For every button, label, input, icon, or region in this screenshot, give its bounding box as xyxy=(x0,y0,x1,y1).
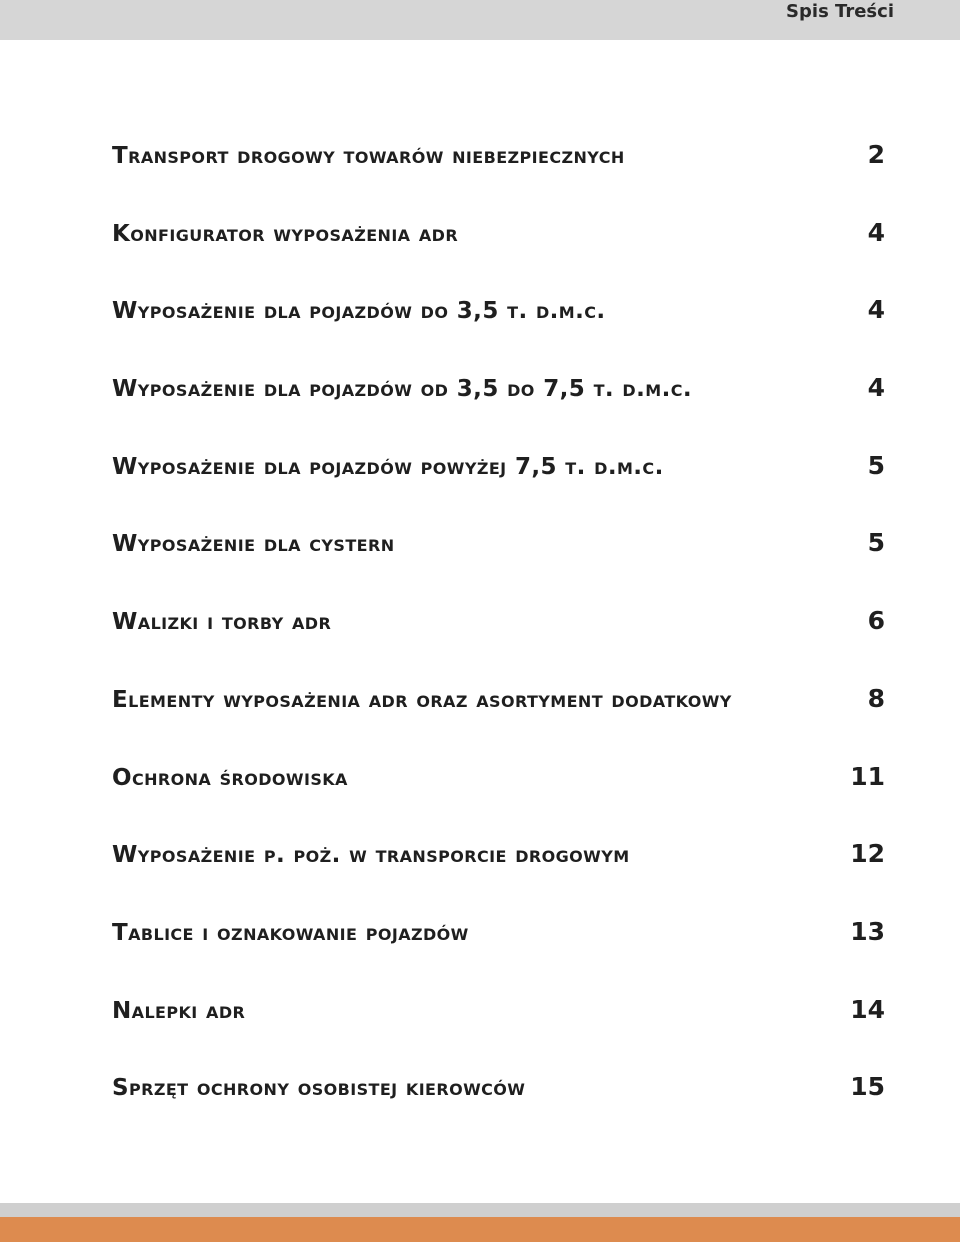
toc-entry[interactable] xyxy=(112,295,885,373)
toc-entry-label: Walizki i torby adr xyxy=(112,609,332,636)
toc-entry-label: Wyposażenie dla cystern xyxy=(112,531,395,558)
toc-entry[interactable] xyxy=(112,1072,885,1150)
toc-entry-label: Elementy wyposażenia adr oraz asortyment dodatkowy xyxy=(112,686,732,713)
toc-entry[interactable] xyxy=(112,839,885,917)
toc-entry[interactable] xyxy=(112,528,885,606)
toc-entry-label: Wyposażenie dla pojazdów do 3,5 t. d.m.c. xyxy=(112,298,606,325)
toc-entry-label: Ochrona środowiska xyxy=(112,764,348,791)
toc-entry-page: 4 xyxy=(867,295,885,325)
toc-entry-label: Wyposażenie dla pojazdów od 3,5 do 7,5 t. d.m.c. xyxy=(112,376,692,403)
toc-entry[interactable] xyxy=(112,606,885,684)
table-of-contents xyxy=(112,140,885,1150)
toc-entry[interactable] xyxy=(112,917,885,995)
toc-entry[interactable] xyxy=(112,218,885,296)
toc-entry-page: 8 xyxy=(867,683,885,713)
footer-accent-band xyxy=(0,1217,960,1242)
toc-entry[interactable] xyxy=(112,451,885,529)
toc-entry-page: 13 xyxy=(850,916,885,946)
toc-entry-page: 4 xyxy=(867,217,885,247)
toc-entry-label: Transport drogowy towarów niebezpiecznych xyxy=(112,143,625,169)
toc-entry-label: Nalepki adr xyxy=(112,997,246,1024)
toc-entry-label: Tablice i oznakowanie pojazdów xyxy=(112,919,469,946)
toc-entry[interactable] xyxy=(112,140,885,218)
toc-entry-label: Sprzęt ochrony osobistej kierowców xyxy=(112,1075,526,1102)
toc-entry-page: 6 xyxy=(867,606,885,636)
footer-gray-band xyxy=(0,1203,960,1217)
toc-entry-label: Konfigurator wyposażenia adr xyxy=(112,220,459,247)
toc-entry-page: 5 xyxy=(867,450,885,480)
toc-entry-label: Wyposażenie p. poż. w transporcie drogowym xyxy=(112,842,630,869)
page-title: Spis Treści xyxy=(786,1,894,22)
toc-entry-page: 2 xyxy=(867,140,885,169)
toc-entry-page: 5 xyxy=(867,528,885,558)
toc-entry[interactable] xyxy=(112,995,885,1073)
toc-entry-page: 4 xyxy=(867,373,885,403)
toc-entry-page: 11 xyxy=(850,761,885,791)
toc-entry-page: 12 xyxy=(850,839,885,869)
toc-entry[interactable] xyxy=(112,762,885,840)
toc-entry[interactable] xyxy=(112,684,885,762)
header-bar xyxy=(0,0,960,40)
toc-entry-label: Wyposażenie dla pojazdów powyżej 7,5 t. d.m.c. xyxy=(112,453,664,480)
toc-entry[interactable] xyxy=(112,373,885,451)
toc-entry-page: 14 xyxy=(850,994,885,1024)
toc-entry-page: 15 xyxy=(850,1072,885,1102)
